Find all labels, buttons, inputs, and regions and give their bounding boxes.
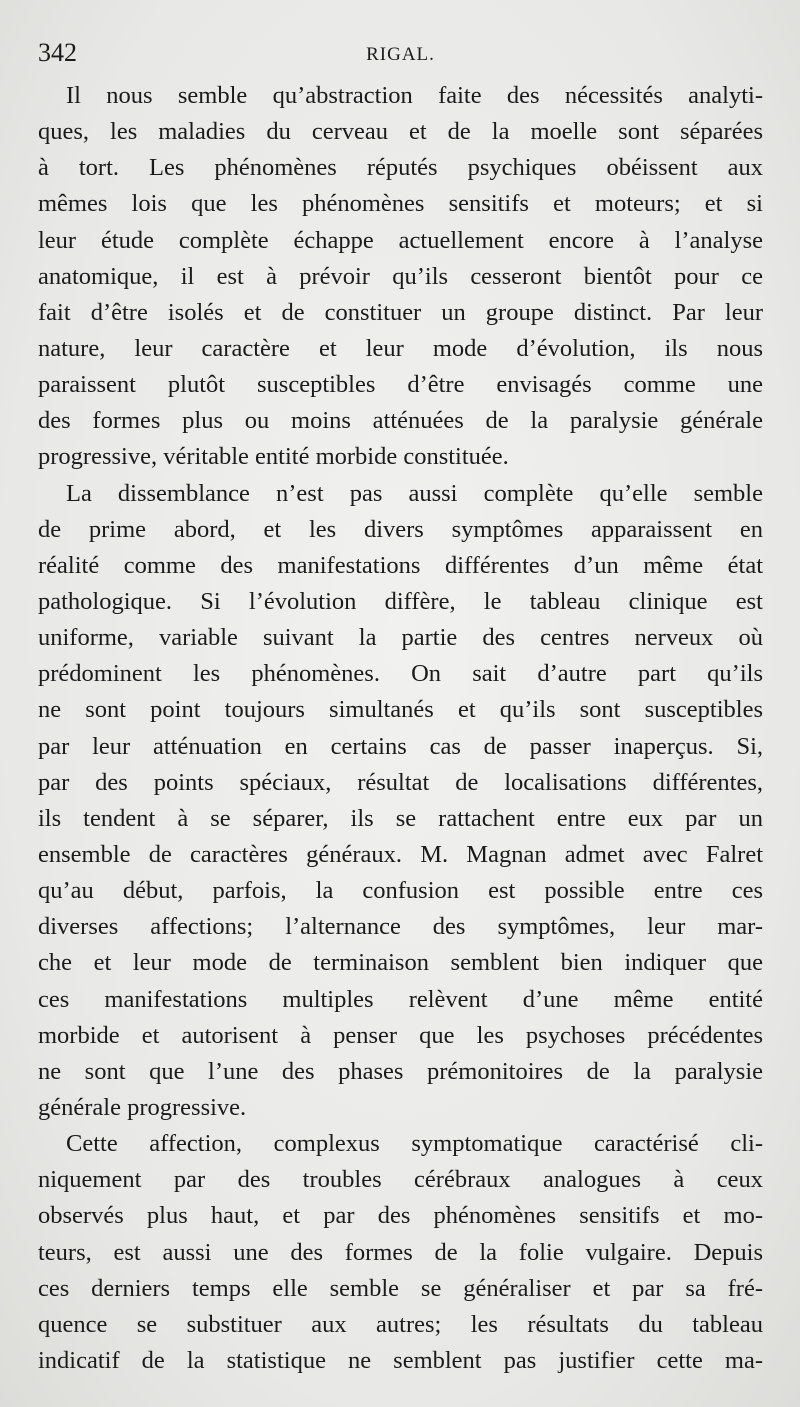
text-line: mêmes lois que les phénomènes sensitifs et moteurs; et si [38,190,763,218]
text-line: progressive, véritable entité morbide constituée. [38,443,509,471]
text-line: anatomique, il est à prévoir qu’ils cesseront bientôt pour ce [38,262,763,290]
text-line: leur étude complète échappe actuellement encore à l’analyse [38,226,763,254]
text-line: niquement par des troubles cérébraux analogues à ceux [38,1166,763,1194]
text-line: paraissent plutôt susceptibles d’être envisagés comme une [38,371,763,399]
text-line: ces manifestations multiples relèvent d’une même entité [38,985,763,1013]
text-line: fait d’être isolés et de constituer un groupe distinct. Par leur [38,298,763,326]
text-line: des formes plus ou moins atténuées de la paralysie générale [38,407,763,435]
text-line: nature, leur caractère et leur mode d’évolution, ils nous [38,334,763,362]
text-line: ques, les maladies du cerveau et de la moelle sont séparées [38,118,763,146]
text-line: ensemble de caractères généraux. M. Magnan admet avec Falret [38,840,763,868]
text-line: quence se substituer aux autres; les résultats du tableau [38,1310,763,1338]
text-line: Cette affection, complexus symptomatique caractérisé cli- [66,1130,763,1158]
running-head: RIGAL. [366,44,435,65]
page-number: 342 [38,38,77,67]
text-line: morbide et autorisent à penser que les psychoses précédentes [38,1021,763,1049]
text-line: à tort. Les phénomènes réputés psychiques obéissent aux [38,154,763,182]
paragraph [38,476,763,1127]
text-line: par des points spéciaux, résultat de localisations différentes, [38,768,763,796]
paragraph [38,78,763,476]
page-header [38,36,763,70]
text-line: réalité comme des manifestations différentes d’un même état [38,551,763,579]
text-line: observés plus haut, et par des phénomènes sensitifs et mo- [38,1202,763,1230]
text-line: de prime abord, et les divers symptômes apparaissent en [38,515,763,543]
body-text [38,78,763,1379]
text-line: teurs, est aussi une des formes de la folie vulgaire. Depuis [38,1238,763,1266]
text-line: Il nous semble qu’abstraction faite des nécessités analyti- [66,82,763,109]
text-line: qu’au début, parfois, la confusion est possible entre ces [38,877,763,905]
text-line: par leur atténuation en certains cas de passer inaperçus. Si, [38,732,763,760]
text-line: La dissemblance n’est pas aussi complète qu’elle semble [66,479,763,507]
text-line: diverses affections; l’alternance des symptômes, leur mar- [38,913,763,941]
text-line: ne sont que l’une des phases prémonitoires de la paralysie [38,1057,763,1085]
text-line: générale progressive. [38,1093,247,1121]
text-line: ne sont point toujours simultanés et qu’ils sont susceptibles [38,696,763,724]
text-line: indicatif de la statistique ne semblent pas justifier cette ma- [38,1346,763,1374]
text-line: ils tendent à se séparer, ils se rattachent entre eux par un [38,804,763,832]
text-line: ces derniers temps elle semble se généraliser et par sa fré- [38,1274,763,1302]
text-line: che et leur mode de terminaison semblent bien indiquer que [38,949,763,977]
text-line: pathologique. Si l’évolution diffère, le tableau clinique est [38,587,763,615]
text-line: prédominent les phénomènes. On sait d’autre part qu’ils [38,660,763,688]
text-line: uniforme, variable suivant la partie des centres nerveux où [38,624,763,652]
paragraph [38,1126,763,1379]
